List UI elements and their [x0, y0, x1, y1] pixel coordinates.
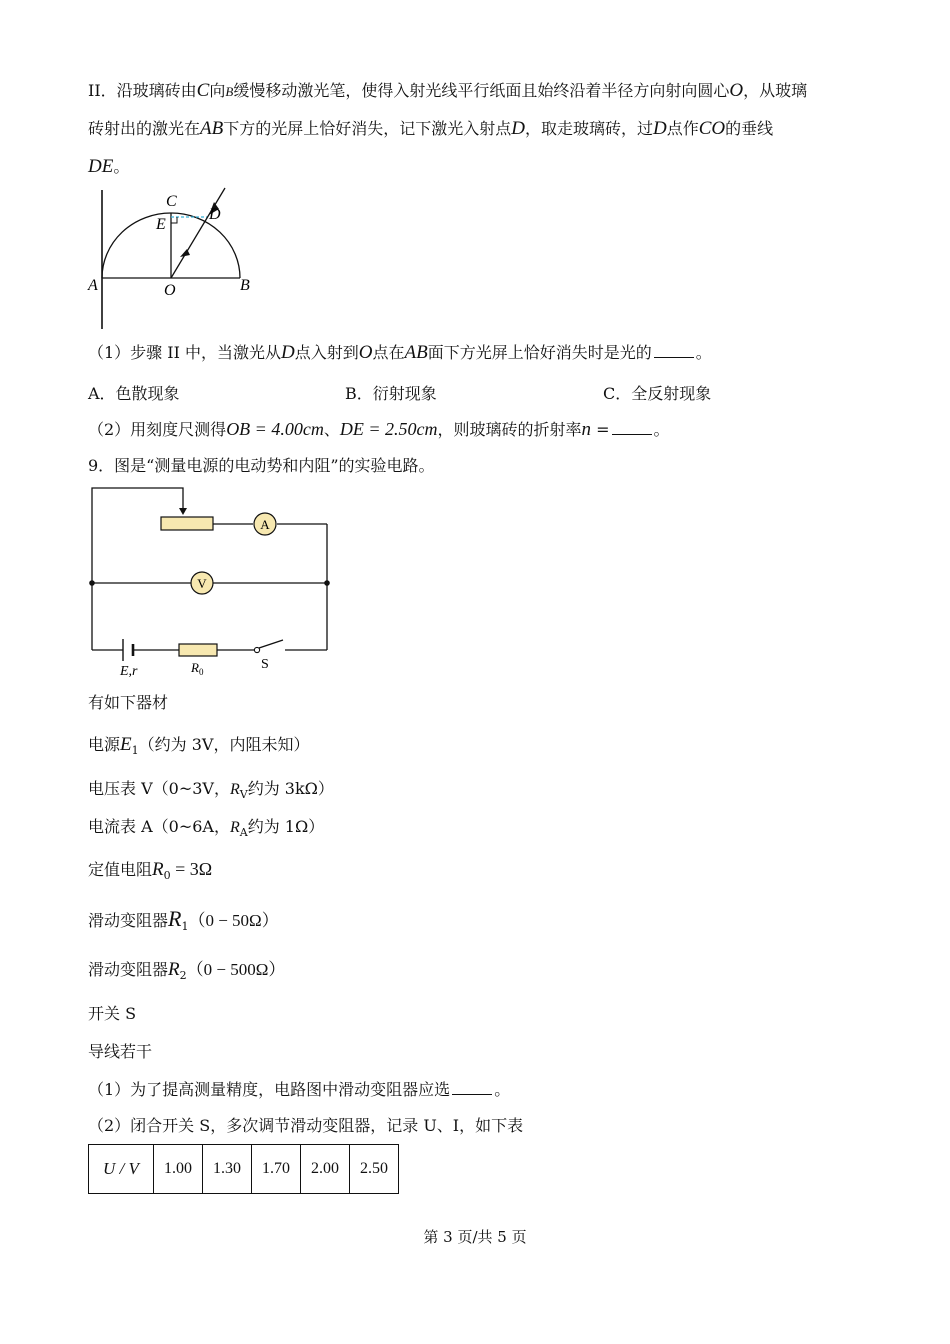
- switch-label: S: [261, 657, 269, 672]
- label-b: B: [240, 277, 250, 294]
- label-c: C: [166, 193, 177, 210]
- arrow-lower: [180, 249, 190, 257]
- step2-line2: 砖射出的激光在AB下方的光屏上恰好消失，记下激光入射点D，取走玻璃砖，过D点作CO的垂线: [88, 118, 774, 139]
- label-o: O: [164, 282, 176, 299]
- incident-ray: [171, 188, 225, 278]
- page-footer: 第 3 页/共 5 页: [423, 1228, 527, 1246]
- junction-left: [89, 580, 95, 586]
- switch-lever: [259, 640, 283, 648]
- rheostat: [161, 517, 213, 530]
- data-table: [88, 1144, 399, 1194]
- equip-item-r0: 定值电阻$R_0 = 3\Omega$: [88, 859, 213, 883]
- label-e: E: [156, 216, 166, 233]
- table-cell: 1.70: [252, 1145, 301, 1194]
- ammeter-label: A: [260, 517, 270, 532]
- equipment-intro: 有如下器材: [88, 693, 169, 712]
- option-b: B．衍射现象: [345, 384, 437, 403]
- right-angle-mark: [171, 217, 177, 223]
- table-cell: 1.30: [203, 1145, 252, 1194]
- answer-blank[interactable]: [612, 420, 652, 435]
- option-c: C．全反射现象: [603, 384, 712, 403]
- equip-item-ammeter: 电流表 A（0~6A，$R_A$约为 1Ω）: [88, 817, 325, 840]
- table-row: [89, 1145, 399, 1194]
- label-d: D: [209, 206, 221, 223]
- q9-1: （1）为了提高测量精度，电路图中滑动变阻器应选 。: [88, 1080, 511, 1099]
- q9-2: （2）闭合开关 S，多次调节滑动变阻器，记录 U、I，如下表: [88, 1116, 524, 1135]
- junction-right: [324, 580, 330, 586]
- slider-arrow: [179, 508, 187, 515]
- step2-line3: DE。: [88, 156, 130, 177]
- resistor-label: $R_0$: [191, 660, 204, 677]
- equip-item-r1: 滑动变阻器$R_1(0 - 50\Omega)$: [88, 906, 279, 934]
- fixed-resistor: [179, 644, 217, 656]
- glass-brick-diagram: [80, 185, 270, 335]
- q9-title: 9．图是“测量电源的电动势和内阻”的实验电路。: [88, 456, 435, 475]
- equip-item-r2: 滑动变阻器$R_2(0 - 500\Omega)$: [88, 959, 286, 983]
- answer-blank[interactable]: [452, 1080, 492, 1095]
- table-cell: 1.00: [154, 1145, 203, 1194]
- option-a: A．色散现象: [88, 384, 180, 403]
- switch-contact: [254, 647, 259, 652]
- wire-top-left: [92, 488, 183, 650]
- q8-1: （1）步骤 II 中，当激光从D点入射到O点在AB面下方光屏上恰好消失时是光的 。: [88, 342, 712, 363]
- table-header-cell: U / V: [89, 1145, 154, 1194]
- equip-item-power: 电源$E_1$（约为 3V，内阻未知）: [88, 734, 310, 758]
- table-cell: 2.50: [350, 1145, 399, 1194]
- table-cell: 2.00: [301, 1145, 350, 1194]
- equip-item-voltmeter: 电压表 V（0~3V，$R_V$约为 3kΩ）: [88, 779, 334, 802]
- battery-label: E,r: [120, 664, 138, 677]
- q8-2: （2）用刻度尺测得OB = 4.00cm、DE = 2.50cm，则玻璃砖的折射率n = 。: [88, 419, 670, 440]
- voltmeter-label: V: [197, 576, 207, 591]
- circuit-diagram: [85, 482, 340, 677]
- equip-item-wires: 导线若干: [88, 1042, 153, 1061]
- step2-line1: II．沿玻璃砖由C向B缓慢移动激光笔，使得入射光线平行纸面且始终沿着半径方向射向圆心O，从玻璃: [88, 80, 808, 101]
- answer-blank[interactable]: [654, 343, 694, 358]
- equip-item-switch: 开关 S: [88, 1004, 137, 1023]
- label-a: A: [88, 277, 98, 294]
